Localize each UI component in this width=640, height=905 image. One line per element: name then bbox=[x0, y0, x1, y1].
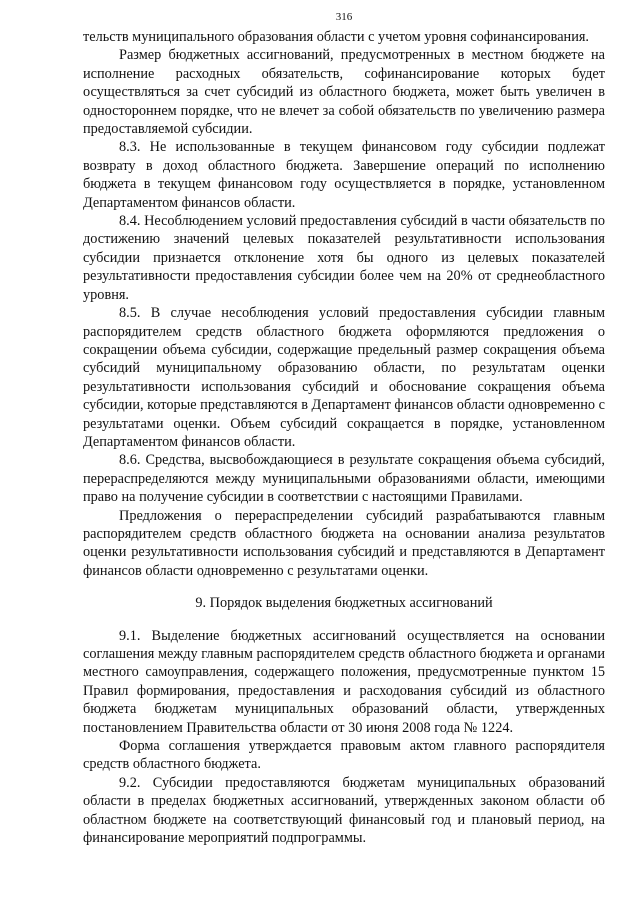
paragraph-continuation: тельств муниципального образования области с учетом уровня софинансирования. bbox=[83, 29, 589, 45]
paragraph-9-1: 9.1. Выделение бюджетных ассигнований осуществляется на основании соглашения между главным распорядителем средств областного бюджета и органами местного самоуправления, содержащего положения, предусмотренные пунктом 15 Правил формирования, предоставления и расходования субсидий из областного бюджета бюджетам муниципальных образований области, утвержденных постановлением Правительства области от 30 июня 2008 года № 1224. bbox=[83, 627, 605, 736]
paragraph-8-4: 8.4. Несоблюдением условий предоставления субсидий в части обязательств по достижению значений целевых показателей результативности использования субсидии признается отклонение хотя бы одного из целевых показателей результативности предоставления субсидии более чем на 20% от среднеобластного уровня. bbox=[83, 213, 605, 303]
paragraph-agreement-form: Форма соглашения утверждается правовым актом главного распорядителя средств областного бюджета. bbox=[83, 738, 605, 773]
paragraph-8-6: 8.6. Средства, высвобождающиеся в результате сокращения объема субсидий, перераспределяются между муниципальными образованиями области, имеющими право на получение субсидии в соответствии с настоящими Правилами. bbox=[83, 452, 605, 506]
section-heading: 9. Порядок выделения бюджетных ассигнований bbox=[195, 595, 493, 612]
paragraph-8-3: 8.3. Не использованные в текущем финансовом году субсидии подлежат возврату в доход областного бюджета. Завершение операций по исполнению бюджета в текущем финансовом году осуществляется в порядке, установленном Департаментом финансов области. bbox=[83, 139, 605, 211]
page-number: 316 bbox=[335, 11, 353, 23]
paragraph-budget-allocations: Размер бюджетных ассигнований, предусмотренных в местном бюджете на исполнение расходных обязательств, софинансирование которых будет осуществляться за счет субсидий из областного бюджета, может быть увеличен в одностороннем порядке, что не влечет за собой обязательств по увеличению размера предоставляемой субсидии. bbox=[83, 47, 605, 138]
paragraph-8-5: 8.5. В случае несоблюдения условий предоставления субсидии главным распорядителем средств областного бюджета оформляются предложения о сокращении объема субсидии, содержащие предельный размер сокращения объема субсидий муниципальному образованию области, по результатам оценки результативности использования субсидий и обоснование сокращения объема субсидии, которые представляются в Департамент финансов области одновременно с результатами оценки. Объем субсидий сокращается в порядке, установленном Департаментом финансов области. bbox=[83, 305, 605, 450]
document-page bbox=[83, 10, 605, 847]
paragraph-redistribution-proposals: Предложения о перераспределении субсидий разрабатываются главным распорядителем средств областного бюджета на основании анализа результатов оценки результативности использования субсидий и представляются в Департамент финансов области одновременно с результатами оценки. bbox=[83, 507, 605, 579]
paragraph-9-2: 9.2. Субсидии предоставляются бюджетам муниципальных образований области в пределах бюджетных ассигнований, утвержденных законом области об областном бюджете на соответствующий финансовый год и плановый период, на финансирование мероприятий подпрограммы. bbox=[83, 774, 605, 847]
